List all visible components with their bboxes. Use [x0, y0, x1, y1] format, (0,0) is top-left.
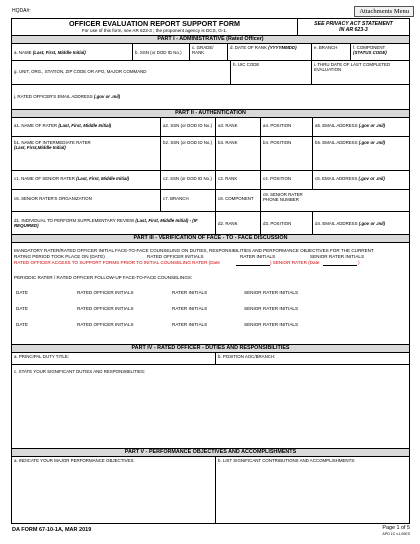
rater-rank-field[interactable]: a3. RANK	[215, 118, 260, 136]
part4-row1	[12, 353, 409, 365]
senior-rater-access-date-field[interactable]	[323, 265, 357, 266]
senior-rater-phone-field[interactable]: c9. SENIOR RATER PHONE NUMBER	[260, 190, 312, 211]
rater-row	[12, 118, 409, 137]
intermediate-rater-row	[12, 137, 409, 171]
thru-date-field[interactable]: i. THRU DATE OF LAST COMPLETED EVALUATION	[311, 61, 409, 84]
senior-rater-ssn-field[interactable]: c2. SSN (or DOD ID No.)	[160, 171, 215, 189]
position-aoc-branch-field[interactable]: b. POSITION AOC/BRANCH:	[215, 353, 409, 364]
intermediate-rater-rank-field[interactable]: b3. RANK	[215, 137, 260, 170]
form-header	[12, 19, 409, 36]
senior-rater-org-field[interactable]: c6. SENIOR RATER'S ORGANIZATION	[14, 196, 92, 201]
attachments-menu-button[interactable]: Attachments Menu	[354, 6, 414, 17]
support-form-access-senior-rater-label: ) SENIOR RATER (Date	[270, 260, 320, 265]
part1-row2	[12, 61, 409, 85]
supplementary-review-row	[12, 212, 409, 235]
intermediate-rater-email-field[interactable]: b5. EMAIL ADDRESS (.gov or .mil)	[312, 137, 409, 170]
form-number: DA FORM 67-10-1A, MAR 2019	[12, 527, 92, 533]
page-info	[382, 525, 410, 537]
counseling-date-label: RATING PERIOD TOOK PLACE ON (DATE)	[14, 254, 105, 259]
rated-officer-email-field[interactable]: j. RATED OFFICER'S EMAIL ADDRESS (.gov or .mil)	[14, 94, 121, 99]
supplementary-reviewer-email-field[interactable]: d4. EMAIL ADDRESS (.gov or .mil)	[312, 212, 409, 234]
page-number: Page 1 of 5	[382, 525, 410, 531]
followup-date-label: DATE	[16, 322, 28, 327]
part2-heading: PART II - AUTHENTICATION	[12, 110, 409, 118]
branch-field[interactable]: e. BRANCH	[311, 44, 350, 60]
privacy-reference: IN AR 623-3	[339, 27, 368, 33]
part4-row2	[12, 365, 409, 449]
senior-rater-position-field[interactable]: c4. POSITION	[260, 171, 312, 189]
part4-heading: PART IV - RATED OFFICER - DUTIES AND RESPONSIBILITIES	[12, 345, 409, 353]
followup-rater-initials-label: RATER INITIALS	[172, 322, 208, 327]
unit-field[interactable]: g. UNIT, ORG., STATION, ZIP CODE OR APO, MAJOR COMMAND	[14, 69, 147, 74]
followup-senior-rater-initials-label: SENIOR RATER INITIALS	[244, 290, 299, 295]
part1-row1	[12, 44, 409, 61]
part1-row3	[12, 85, 409, 110]
intermediate-rater-ssn-field[interactable]: b2. SSN (or DOD ID No.)	[160, 137, 215, 170]
part1-heading: PART I - ADMINISTRATIVE (Rated Officer)	[12, 36, 409, 44]
intermediate-rater-name-field[interactable]: b1. NAME OF INTERMEDIATE RATER (Last, First,Middle Initial)	[14, 140, 91, 151]
part3-body	[12, 243, 409, 345]
followup-date-label: DATE	[16, 290, 28, 295]
followup-senior-rater-initials-label: SENIOR RATER INITIALS	[244, 306, 299, 311]
followup-rated-officer-initials-label: RATED OFFICER INITIALS	[77, 290, 134, 295]
followup-rated-officer-initials-label: RATED OFFICER INITIALS	[77, 306, 134, 311]
privacy-statement: SEE PRIVACY ACT STATEMENT	[314, 21, 393, 27]
component-field[interactable]: f. COMPONENT (STATUS CODE)	[350, 44, 409, 60]
support-form-access-rater-label: RATED OFFICER ACCESS TO SUPPORT FORMS PRIOR TO INITIAL COUNSELING RATER (Date	[14, 260, 220, 265]
senior-rater-email-field[interactable]: c5. EMAIL ADDRESS (.gov or .mil)	[312, 171, 409, 189]
supplementary-reviewer-rank-field[interactable]: d2. RANK	[215, 212, 260, 234]
support-form-access-close: )	[358, 260, 360, 265]
accomplishments-field[interactable]: b. LIST SIGNIFICANT CONTRIBUTIONS AND ACCOMPLISHMENTS:	[215, 457, 409, 523]
initial-rated-officer-initials-label: RATED OFFICER INITIALS	[147, 254, 204, 259]
initial-rater-initials-label: RATER INITIALS	[240, 254, 276, 259]
followup-senior-rater-initials-label: SENIOR RATER INITIALS	[244, 322, 299, 327]
counseling-statement: MANDATORY RATER/RATED OFFICER INITIAL FACE-TO-FACE COUNSELING ON DUTIES, RESPONSIBILITIES AND PERFORMANCE OBJECTIVES FOR THE CURRENT	[14, 248, 374, 253]
senior-rater-branch-field[interactable]: c7. BRANCH	[160, 190, 215, 211]
hqda-label: HQDA#:	[12, 8, 31, 14]
followup-counseling-label: PERIODIC RATER / RATED OFFICER FOLLOW-UP FACE-TO-FACE COUNSELINGS:	[14, 275, 193, 280]
principal-duty-title-field[interactable]: a. PRINCIPAL DUTY TITLE:	[14, 354, 69, 359]
name-field[interactable]: a. NAME (Last, First, Middle Initial)	[14, 50, 86, 55]
performance-objectives-field[interactable]: a. INDICATE YOUR MAJOR PERFORMANCE OBJECTIVES:	[14, 458, 135, 463]
initial-senior-rater-initials-label: SENIOR RATER INITIALS	[310, 254, 365, 259]
followup-rater-initials-label: RATER INITIALS	[172, 290, 208, 295]
rater-ssn-field[interactable]: a2. SSN (or DOD ID No.)	[160, 118, 215, 136]
senior-rater-rank-field[interactable]: c3. RANK	[215, 171, 260, 189]
supplementary-reviewer-name-field[interactable]: d1. INDIVIDUAL TO PERFORM SUPPLEMENTARY REVIEW (Last, First, Middle Initial) - (IF REQUIRED)	[14, 218, 198, 229]
rater-position-field[interactable]: a4. POSITION	[260, 118, 312, 136]
senior-rater-component-field[interactable]: c8. COMPONENT	[215, 190, 260, 211]
rater-name-field[interactable]: a1. NAME OF RATER (Last, First, Middle Initial)	[14, 123, 112, 128]
uic-field[interactable]: h. UIC CODE	[230, 61, 311, 84]
date-of-rank-field[interactable]: d. DATE OF RANK (YYYYMMDD)	[227, 44, 311, 60]
supplementary-reviewer-position-field[interactable]: d3. POSITION	[260, 212, 312, 234]
followup-date-label: DATE	[16, 306, 28, 311]
followup-rater-initials-label: RATER INITIALS	[172, 306, 208, 311]
grade-field[interactable]: c. GRADE/ RANK	[189, 44, 227, 60]
followup-rated-officer-initials-label: RATED OFFICER INITIALS	[77, 322, 134, 327]
ssn-field[interactable]: b. SSN (or DOD ID No.)	[132, 44, 189, 60]
part5-heading: PART V - PERFORMANCE OBJECTIVES AND ACCOMPLISHMENTS	[12, 449, 409, 457]
senior-rater-name-field[interactable]: c1. NAME OF SENIOR RATER (Last, First, Middle Initial)	[14, 176, 130, 181]
senior-rater-details-row	[12, 190, 409, 212]
intermediate-rater-position-field[interactable]: b4. POSITION	[260, 137, 312, 170]
form-body	[11, 18, 410, 524]
rater-access-date-field[interactable]	[236, 265, 270, 266]
part5-body	[12, 457, 409, 523]
part3-heading: PART III - VERIFICATION OF FACE - TO - FACE DISCUSSION	[12, 235, 409, 243]
form-subtitle: For use of this form, see AR 623-3 ; the proponent agency is DCS, G-1.	[81, 28, 228, 33]
senior-rater-row	[12, 171, 409, 190]
form-title: OFFICER EVALUATION REPORT SUPPORT FORM	[68, 19, 241, 28]
duties-responsibilities-field[interactable]: c. STATE YOUR SIGNIFICANT DUTIES AND RESPONSIBILITIES:	[14, 369, 146, 374]
rater-email-field[interactable]: a5. EMAIL ADDRESS (.gov or .mil)	[312, 118, 409, 136]
apd-version: APD LC v1.00ES	[382, 532, 410, 536]
